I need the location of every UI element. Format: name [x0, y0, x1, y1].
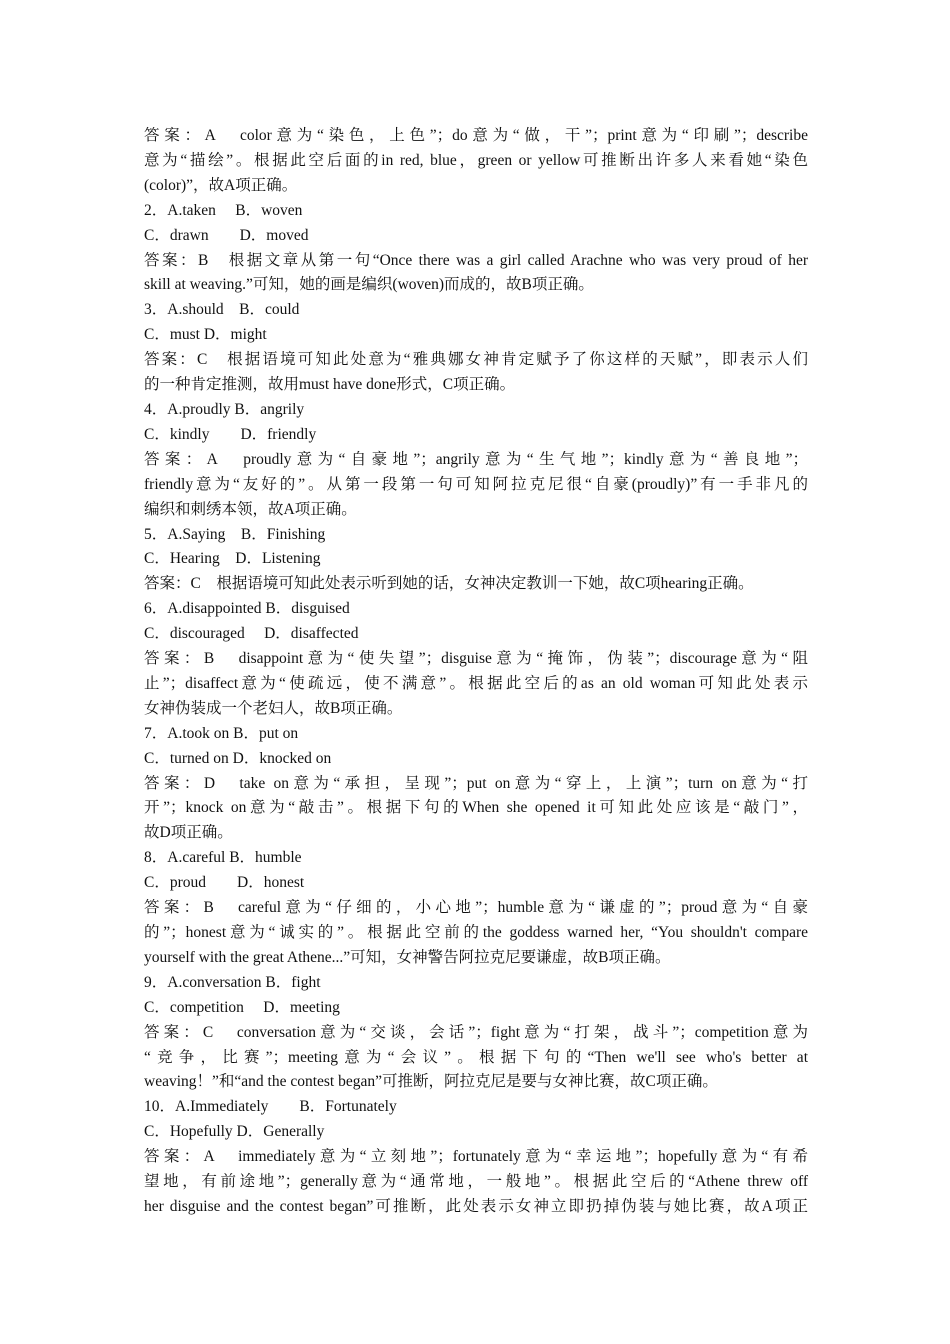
text-line: 编织和刺绣本领，故A项正确。	[144, 500, 357, 518]
text-line: C．kindly D．friendly	[144, 425, 317, 443]
text-line: 答案：A immediately意为“立刻地”；fortunately意为“幸运地”；hopefully意为“有希	[144, 1148, 808, 1166]
text-line: 答案：B disappoint意为“使失望”；disguise意为“掩饰，伪装”；discourage意为“阻	[144, 650, 808, 668]
text-line: C．must D．might	[144, 326, 267, 344]
text-line: 答案：B 根据文章从第一句“Once there was a girl called Arachne who was very proud of her	[144, 251, 808, 269]
text-line: 故D项正确。	[144, 824, 233, 842]
text-line: 8．A.careful B．humble	[144, 849, 302, 867]
text-line: C．proud D．honest	[144, 874, 305, 892]
text-line: skill at weaving.”可知，她的画是编织(woven)而成的，故B项正确。	[144, 276, 594, 294]
text-line: 答案：B careful意为“仔细的，小心地”；humble意为“谦虚的”；proud意为“自豪	[144, 899, 808, 917]
text-line: 3．A.should B．could	[144, 301, 300, 319]
text-line: 答案：A color意为“染色，上色”；do意为“做，干”；print意为“印刷”；describe	[144, 127, 808, 144]
text-line: 答案：C 根据语境可知此处意为“雅典娜女神肯定赋予了你这样的天赋”，即表示人们	[144, 351, 808, 369]
text-line: 意为“描绘”。根据此空后面的in red, blue，green or yellow可推断出许多人来看她“染色	[144, 151, 808, 169]
text-line: 答案：C conversation意为“交谈，会话”；fight意为“打架，战斗”；competition意为	[144, 1023, 808, 1041]
text-line: 开”；knock on意为“敲击”。根据下句的When she opened it可知此处应该是“敲门”，	[144, 799, 808, 817]
text-line: 5．A.Saying B．Finishing	[144, 525, 326, 543]
document-page	[144, 124, 808, 1220]
text-line: 女神伪装成一个老妇人，故B项正确。	[144, 699, 403, 717]
text-line: C．Hopefully D．Generally	[144, 1123, 325, 1141]
text-line: her disguise and the contest began”可推断，此处表示女神立即扔掉伪装与她比赛，故A项正	[144, 1197, 808, 1215]
text-line: C．Hearing D．Listening	[144, 550, 321, 568]
text-line: C．discouraged D．disaffected	[144, 625, 359, 643]
text-line: 的”；honest意为“诚实的”。根据此空前的the goddess warned her, “You shouldn't compare	[144, 924, 808, 941]
text-line: friendly意为“友好的”。从第一段第一句可知阿拉克尼很“自豪(proudly)”有一手非凡的	[144, 475, 808, 493]
text-line: 答案：C 根据语境可知此处表示听到她的话，女神决定教训一下她，故C项hearing正确。	[144, 575, 754, 593]
text-line: 止”；disaffect意为“使疏远，使不满意”。根据此空后的as an old woman可知此处表示	[144, 674, 808, 692]
text-line: 答案：A proudly意为“自豪地”；angrily意为“生气地”；kindly意为“善良地”；	[144, 450, 808, 468]
text-line: 6．A.disappointed B．disguised	[144, 600, 350, 618]
text-line: 2．A.taken B．woven	[144, 201, 303, 219]
text-line: 7．A.took on B．put on	[144, 724, 299, 742]
text-line: 望地，有前途地”；generally意为“通常地，一般地”。根据此空后的“Athene threw off	[144, 1173, 808, 1191]
text-line: yourself with the great Athene...”可知，女神警告阿拉克尼要谦虚，故B项正确。	[144, 948, 671, 966]
text-line: C．competition D．meeting	[144, 998, 340, 1016]
text-line: 4．A.proudly B．angrily	[144, 400, 305, 418]
text-line: weaving！”和“and the contest began”可推断，阿拉克尼是要与女神比赛，故C项正确。	[144, 1073, 718, 1091]
text-line: 的一种肯定推测，故用must have done形式，C项正确。	[144, 376, 516, 394]
text-line: 答案：D take on意为“承担，呈现”；put on意为“穿上，上演”；turn on意为“打	[144, 774, 808, 792]
text-line: “竞争，比赛”；meeting意为“会议”。根据下句的“Then we'll see who's better at	[144, 1048, 808, 1066]
text-line: 9．A.conversation B．fight	[144, 973, 321, 991]
text-line: C．turned on D．knocked on	[144, 749, 332, 767]
text-line: (color)”，故A项正确。	[144, 176, 298, 194]
text-line: 10．A.Immediately B．Fortunately	[144, 1098, 397, 1116]
text-line: C．drawn D．moved	[144, 226, 309, 244]
